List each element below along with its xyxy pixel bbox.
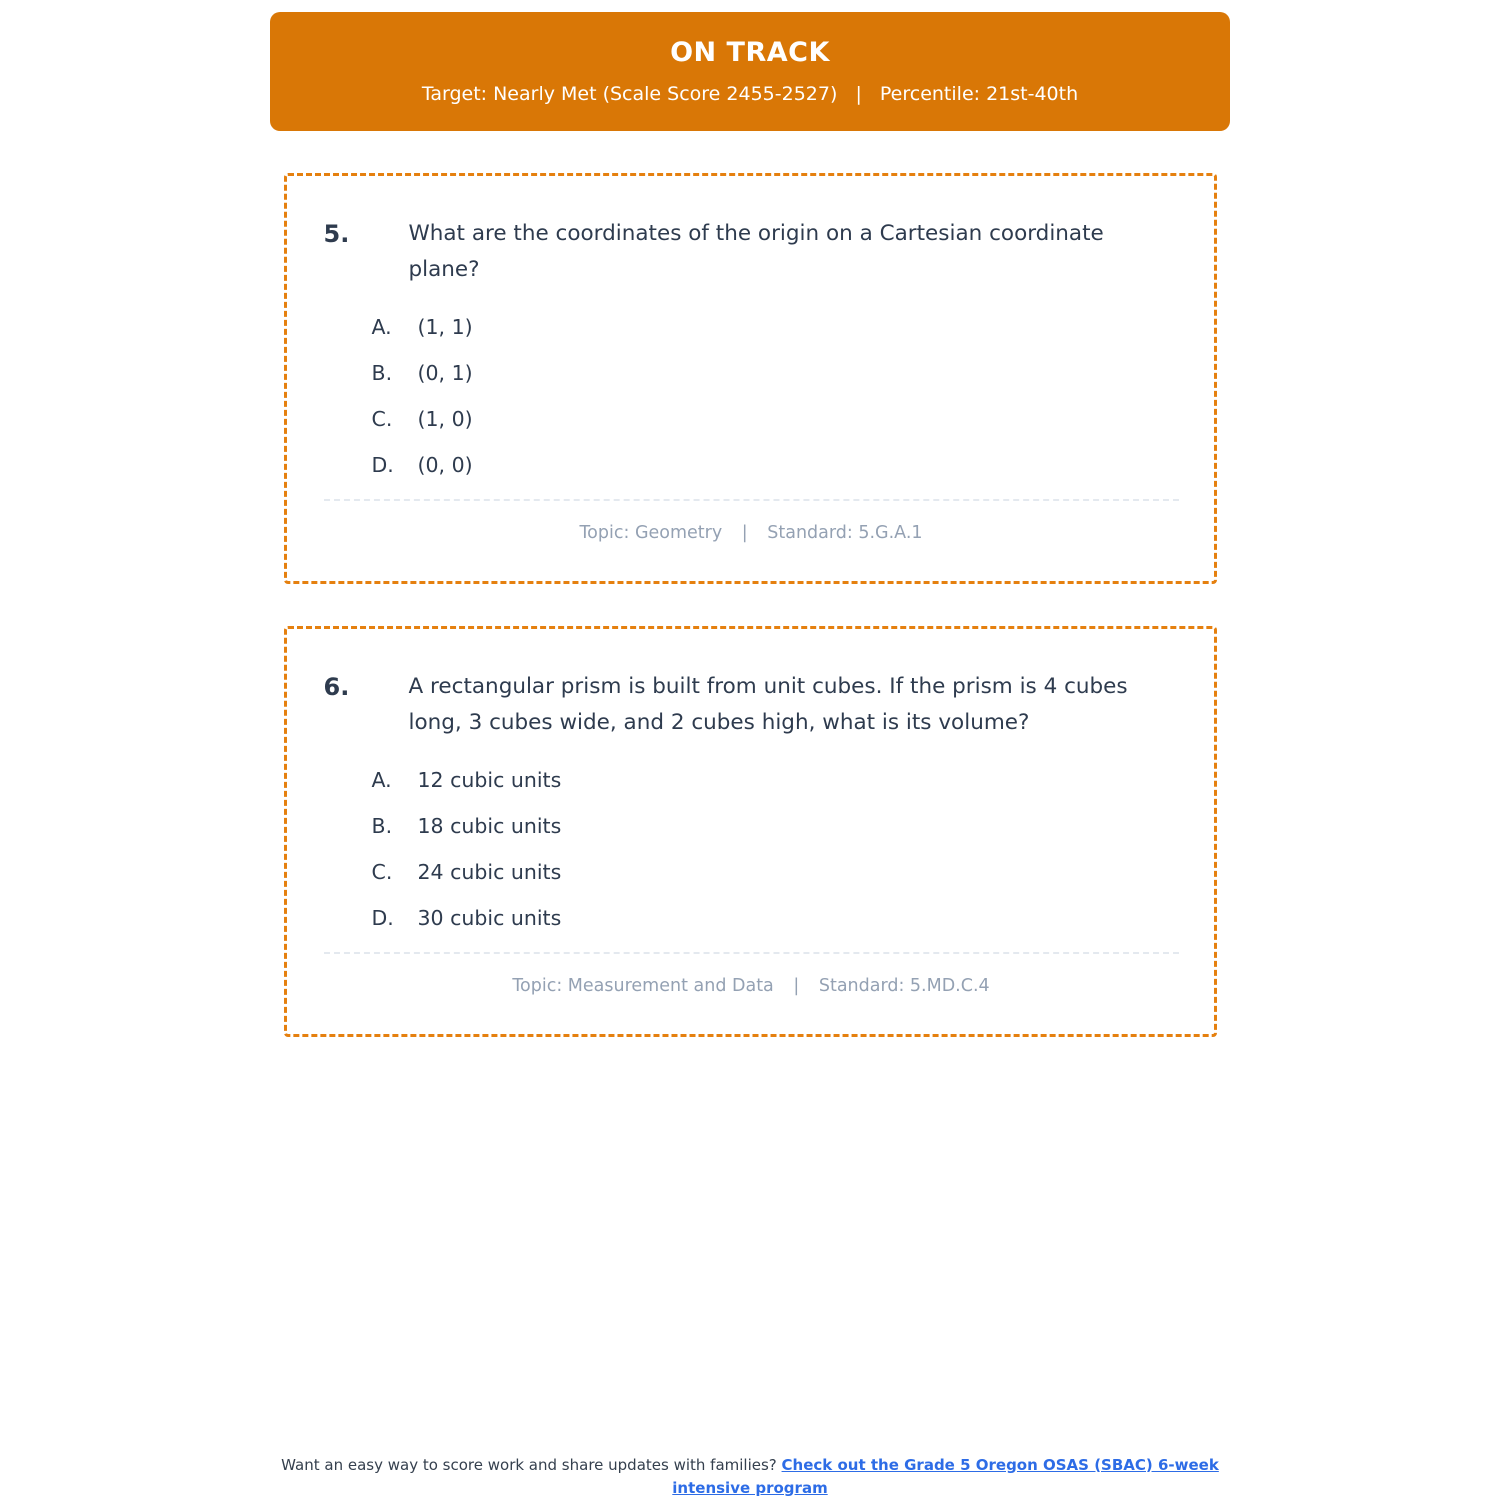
topic-label: Topic: Geometry (579, 523, 723, 543)
option-a (324, 768, 1179, 792)
option-letter: C. (371, 407, 393, 431)
footer-note (260, 1454, 1240, 1501)
question-card-6 (284, 626, 1217, 1037)
option-letter: B. (371, 814, 393, 838)
footer-program-link[interactable]: Check out the Grade 5 Oregon OSAS (SBAC) 6-week intensive program (672, 1455, 1219, 1497)
option-text: 30 cubic units (417, 906, 562, 930)
standard-label: Standard: 5.G.A.1 (767, 523, 923, 543)
question-row (324, 216, 1179, 288)
topic-divider: | (741, 523, 748, 543)
option-letter: B. (371, 361, 393, 385)
option-letter: C. (371, 860, 393, 884)
question-text: What are the coordinates of the origin on a Cartesian coordinate plane? (408, 221, 1104, 282)
option-a (324, 315, 1179, 339)
question-text: A rectangular prism is built from unit cubes. If the prism is 4 cubes long, 3 cubes wide, and 2 cubes high, what is its volume? (408, 674, 1128, 735)
option-letter: A. (371, 768, 392, 792)
banner-percentile: Percentile: 21st-40th (879, 83, 1079, 105)
banner-divider: | (855, 83, 862, 105)
option-letter: D. (371, 906, 394, 930)
option-text: (0, 0) (417, 453, 473, 477)
banner-target: Target: Nearly Met (Scale Score 2455-2527) (421, 83, 838, 105)
question-row (324, 669, 1179, 741)
option-d (324, 453, 1179, 477)
footer-text: Want an easy way to score work and share updates with families? (281, 1455, 777, 1474)
options-list (324, 315, 1179, 477)
option-text: 12 cubic units (417, 768, 562, 792)
option-text: 24 cubic units (417, 860, 562, 884)
score-band-banner (270, 12, 1230, 131)
topic-standard-line (324, 952, 1179, 996)
options-list (324, 768, 1179, 930)
option-letter: D. (371, 453, 394, 477)
option-b (324, 814, 1179, 838)
question-number: 5. (323, 220, 350, 248)
standard-label: Standard: 5.MD.C.4 (818, 976, 990, 996)
option-b (324, 361, 1179, 385)
topic-divider: | (793, 976, 800, 996)
topic-label: Topic: Measurement and Data (512, 976, 774, 996)
question-card-5 (284, 173, 1217, 584)
question-number: 6. (323, 673, 350, 701)
option-text: 18 cubic units (417, 814, 562, 838)
option-d (324, 906, 1179, 930)
option-c (324, 407, 1179, 431)
topic-standard-line (324, 499, 1179, 543)
option-text: (0, 1) (417, 361, 473, 385)
option-text: (1, 0) (417, 407, 473, 431)
option-c (324, 860, 1179, 884)
banner-subtitle (290, 83, 1210, 105)
banner-title: ON TRACK (670, 37, 830, 68)
option-letter: A. (371, 315, 392, 339)
option-text: (1, 1) (417, 315, 473, 339)
